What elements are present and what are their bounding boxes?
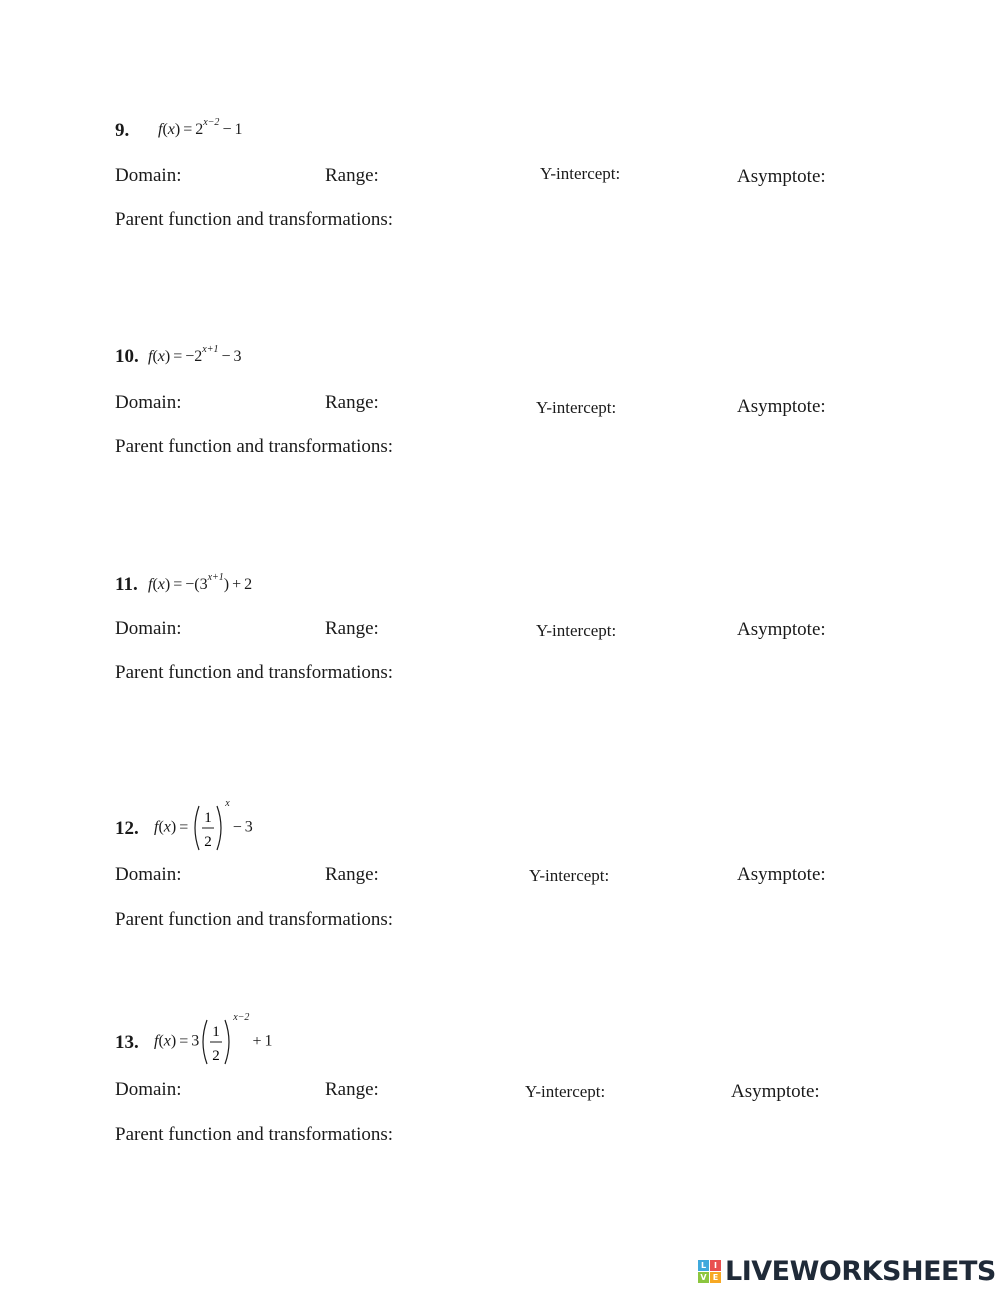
function-equation: $f(x) = 2^{x-2} - 1$	[158, 117, 243, 138]
y-intercept-label: Y-intercept:	[540, 164, 621, 183]
tail-operator: −	[232, 818, 242, 836]
y-intercept-label: Y-intercept:	[536, 398, 617, 417]
base: 2	[194, 348, 203, 365]
function-equation: $f(x) = -(3^{x+1}) + 2$	[148, 572, 253, 593]
tail-operator: +	[252, 1032, 262, 1050]
logo-cube: V	[698, 1272, 709, 1283]
tail-value: 3	[233, 348, 242, 365]
domain-label: Domain:	[115, 618, 182, 639]
function-equation: f(x) = 3 1 2 $^{x-2}$+ 1	[154, 1011, 273, 1064]
tail-value: 3	[244, 818, 253, 836]
parent-function-label: Parent function and transformations:	[115, 436, 394, 457]
problem-number: 13.	[115, 1032, 139, 1053]
fraction-numerator: 1	[212, 1024, 220, 1040]
base: 2	[195, 121, 204, 138]
equals-sign: =	[173, 576, 183, 593]
function-variable: x	[157, 348, 165, 365]
function-variable: x	[163, 1032, 171, 1050]
equals-sign: =	[173, 348, 183, 365]
range-label: Range:	[325, 392, 379, 413]
base: 3	[199, 576, 208, 593]
tail-operator: +	[232, 576, 242, 593]
function-equation: f(x) = 1 2 $^x$− 3	[154, 797, 253, 850]
sign: −	[185, 348, 195, 365]
function-equation: $f(x) = -2^{x+1} - 3$	[148, 344, 242, 365]
asymptote-label: Asymptote:	[737, 166, 826, 187]
parent-function-label: Parent function and transformations:	[115, 1124, 394, 1145]
function-variable: x	[167, 121, 175, 138]
exponent: x−2	[233, 1011, 250, 1023]
equals-sign: =	[183, 121, 193, 138]
logo-cube: E	[710, 1272, 721, 1283]
tail-value: 1	[264, 1032, 273, 1050]
asymptote-label: Asymptote:	[737, 864, 826, 885]
tail-operator: −	[222, 121, 232, 138]
function-variable: x	[157, 576, 165, 593]
fraction-denominator: 2	[212, 1048, 220, 1064]
function-name: f	[154, 818, 159, 836]
exponent: x	[225, 797, 230, 809]
fraction-parens-graphic	[191, 804, 225, 852]
function-name: f	[148, 348, 153, 365]
tail-value: 1	[234, 121, 243, 138]
logo-cube: L	[698, 1260, 709, 1271]
fraction-denominator: 2	[204, 834, 212, 850]
tail-value: 2	[244, 576, 253, 593]
logo-text: LIVEWORKSHEETS	[725, 1255, 996, 1287]
tail-operator: −	[221, 348, 231, 365]
y-intercept-label: Y-intercept:	[525, 1082, 606, 1101]
problem-number: 9.	[115, 120, 130, 141]
function-name: f	[154, 1032, 159, 1050]
sign: −(	[185, 576, 200, 593]
domain-label: Domain:	[115, 165, 182, 186]
exponent: x−2	[203, 117, 220, 128]
range-label: Range:	[325, 864, 379, 885]
coefficient: 3	[191, 1032, 200, 1050]
fraction-with-parens	[191, 804, 225, 852]
domain-label: Domain:	[115, 392, 182, 413]
domain-label: Domain:	[115, 1079, 182, 1100]
parent-function-label: Parent function and transformations:	[115, 209, 394, 230]
range-label: Range:	[325, 618, 379, 639]
fraction-with-parens	[199, 1018, 233, 1066]
problem-number: 12.	[115, 818, 139, 839]
range-label: Range:	[325, 1079, 379, 1100]
logo-cube: I	[710, 1260, 721, 1271]
y-intercept-label: Y-intercept:	[529, 866, 610, 885]
exponent: x+1	[207, 572, 224, 583]
parent-function-label: Parent function and transformations:	[115, 662, 394, 683]
asymptote-label: Asymptote:	[731, 1081, 820, 1102]
asymptote-label: Asymptote:	[737, 396, 826, 417]
parent-function-label: Parent function and transformations:	[115, 909, 394, 930]
fraction-parens-graphic	[199, 1018, 233, 1066]
fraction-numerator: 1	[204, 810, 212, 826]
asymptote-label: Asymptote:	[737, 619, 826, 640]
problem-number: 10.	[115, 346, 139, 367]
range-label: Range:	[325, 165, 379, 186]
close-paren: )	[223, 576, 230, 593]
exponent: x+1	[202, 344, 219, 355]
function-name: f	[148, 576, 153, 593]
domain-label: Domain:	[115, 864, 182, 885]
y-intercept-label: Y-intercept:	[536, 621, 617, 640]
function-name: f	[158, 121, 163, 138]
equals-sign: =	[179, 818, 189, 836]
logo-cubes	[698, 1260, 721, 1283]
equals-sign: =	[179, 1032, 189, 1050]
problem-number: 11.	[115, 574, 138, 595]
function-variable: x	[163, 818, 171, 836]
liveworksheets-logo	[698, 1255, 996, 1287]
